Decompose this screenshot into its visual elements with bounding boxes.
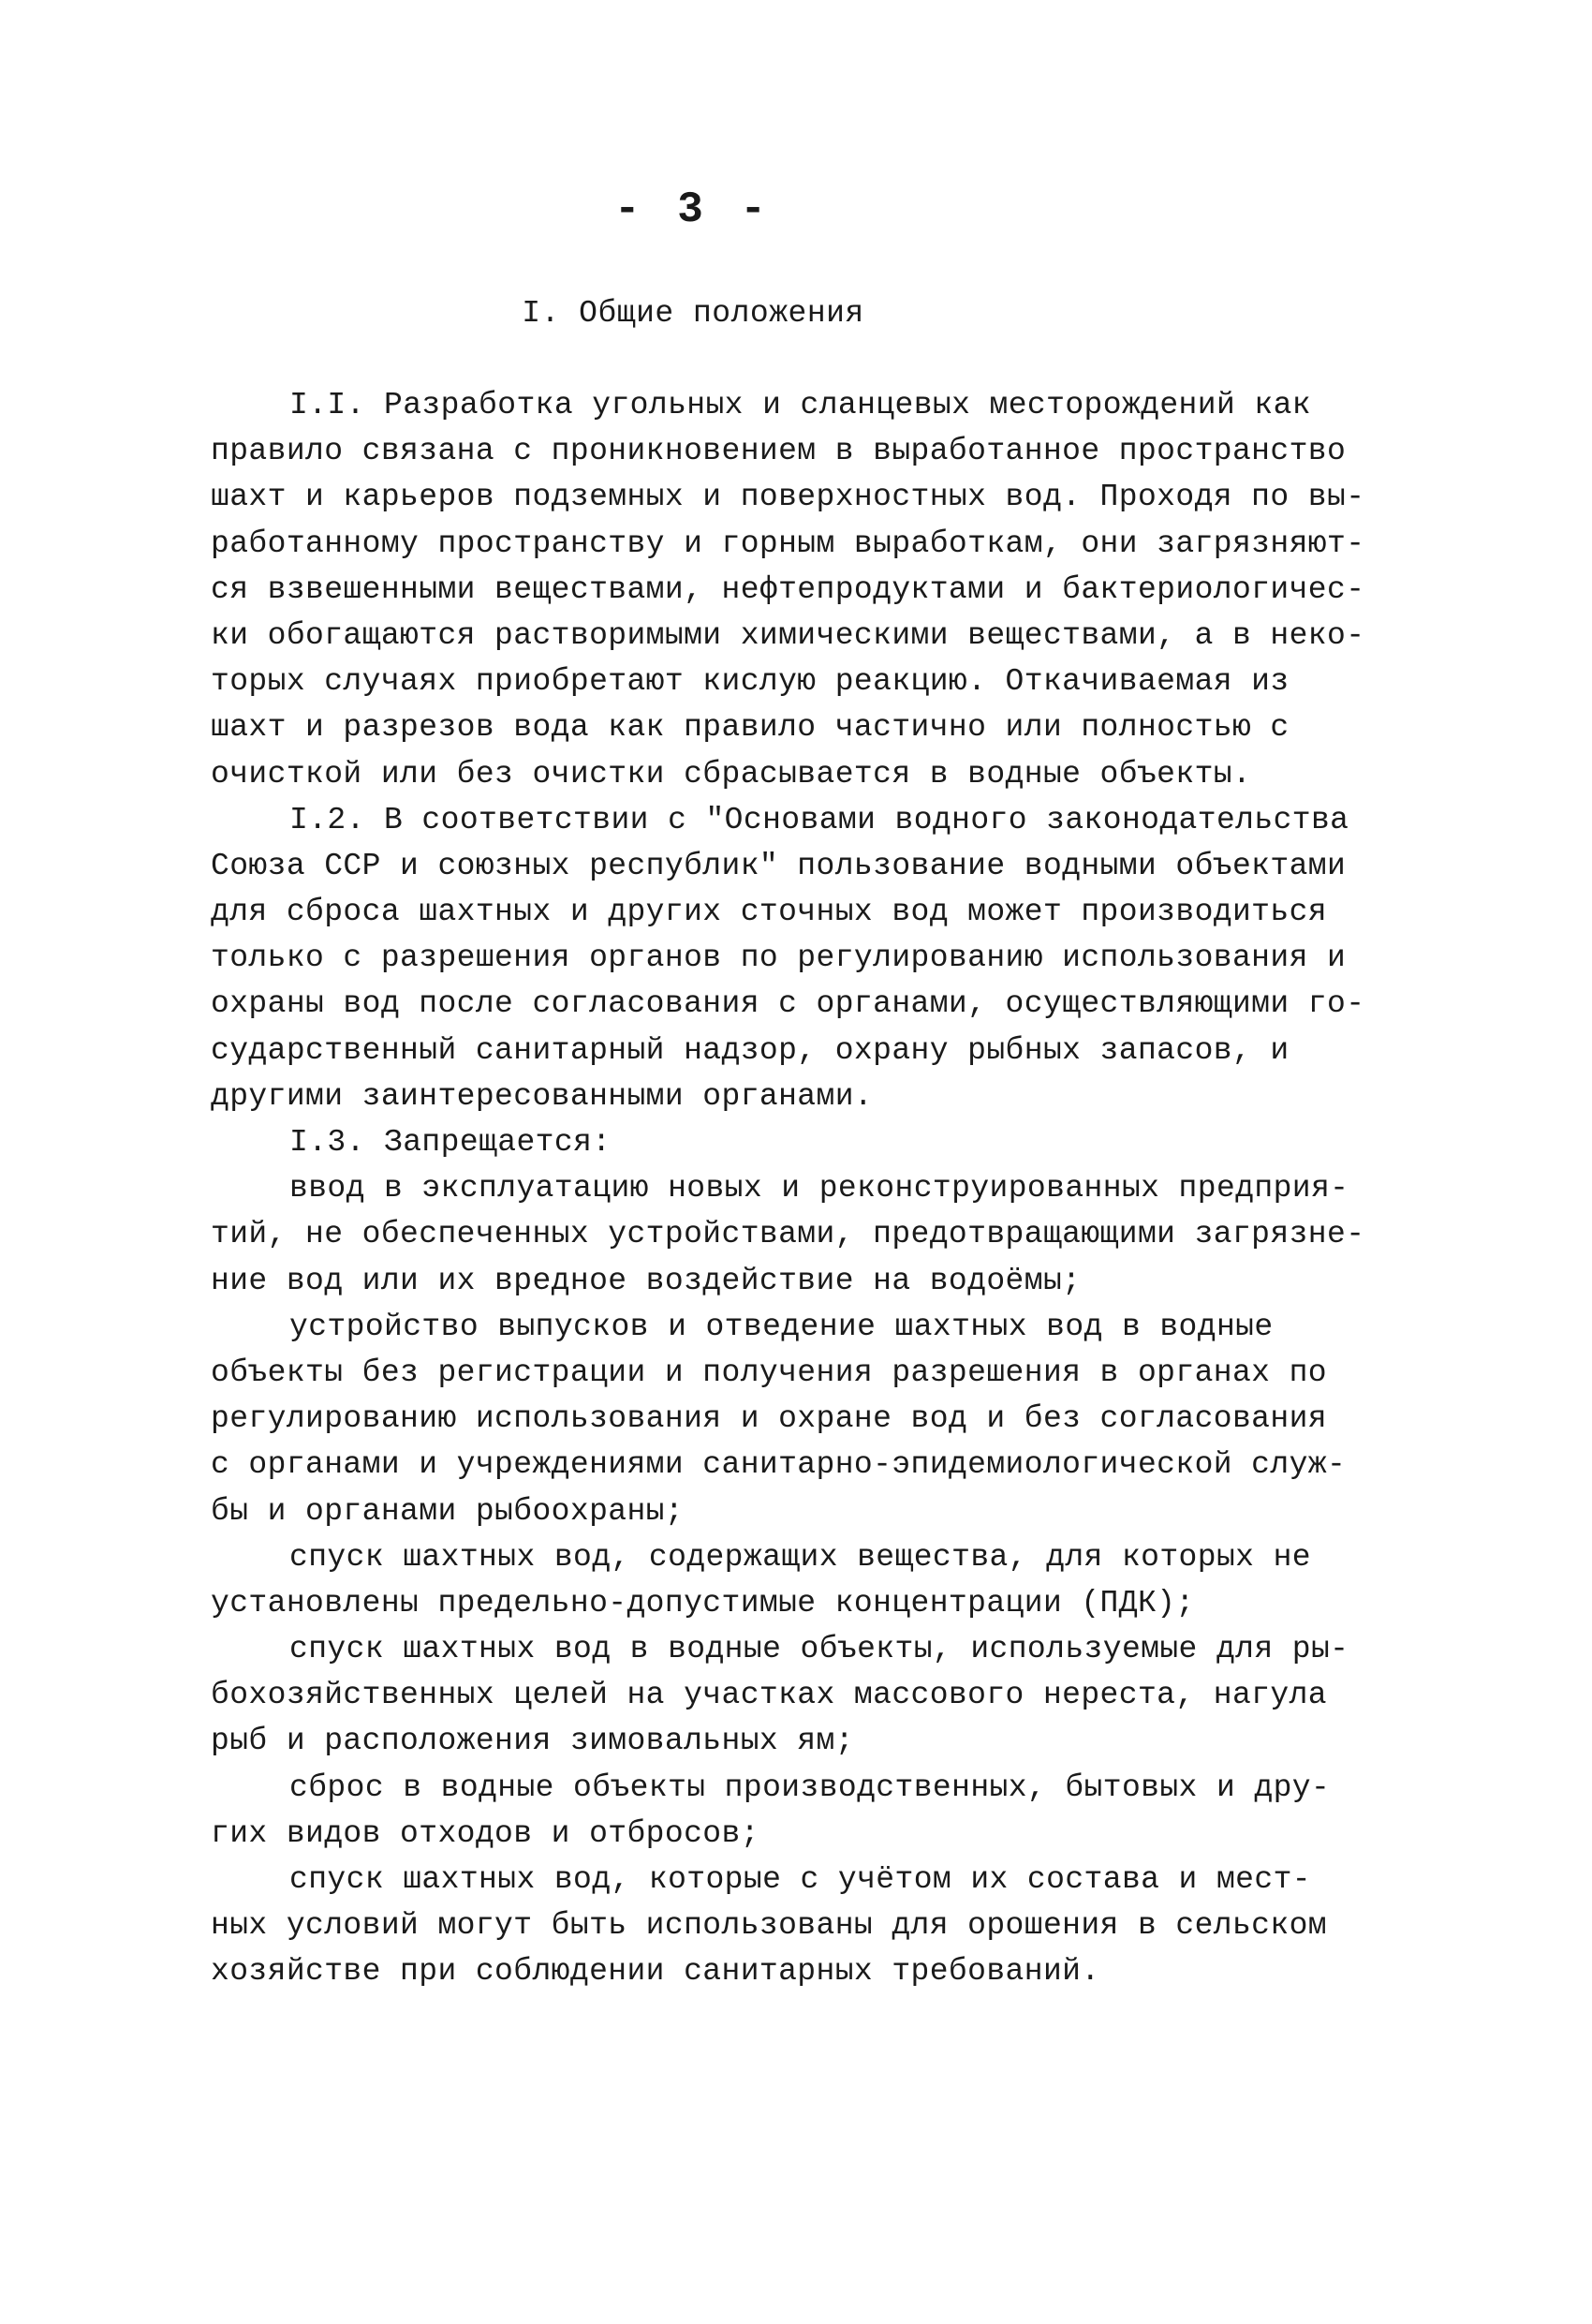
- text-line: спуск шахтных вод в водные объекты, используемые для ры-: [289, 1632, 1349, 1667]
- text-line: хозяйстве при соблюдении санитарных требований.: [211, 1954, 1100, 1990]
- text-line: ние вод или их вредное воздействие на водоёмы;: [211, 1263, 1082, 1298]
- body-text: [211, 382, 1391, 1995]
- text-line: устройство выпусков и отведение шахтных вод в водные: [289, 1309, 1274, 1344]
- text-line: объекты без регистрации и получения разрешения в органах по: [211, 1354, 1327, 1390]
- text-line: рыб и расположения зимовальных ям;: [211, 1724, 854, 1759]
- section-title: I. Общие положения: [522, 296, 864, 331]
- text-line: шахт и разрезов вода как правило частично или полностью с: [211, 710, 1290, 746]
- text-line: другими заинтересованными органами.: [211, 1078, 874, 1114]
- text-line: работанному пространству и горным выработкам, они загрязняют-: [211, 525, 1365, 561]
- text-line: I.I. Разработка угольных и сланцевых месторождений как: [289, 388, 1311, 422]
- text-line: ки обогащаются растворимыми химическими веществами, а в неко-: [211, 617, 1365, 653]
- text-line: Союза ССР и союзных республик" пользование водными объектами: [211, 848, 1347, 883]
- text-line: ввод в эксплуатацию новых и реконструированных предприя-: [289, 1171, 1349, 1206]
- text-line: охраны вод после согласования с органами, осуществляющими го-: [211, 986, 1365, 1022]
- text-line: I.2. В соответствии с "Основами водного законодательства: [289, 802, 1349, 837]
- text-line: сударственный санитарный надзор, охрану рыбных запасов, и: [211, 1032, 1290, 1068]
- text-line: регулированию использования и охране вод и без согласования: [211, 1401, 1327, 1437]
- text-line: спуск шахтных вод, содержащих вещества, для которых не: [289, 1539, 1311, 1575]
- text-line: спуск шахтных вод, которые с учётом их состава и мест-: [289, 1862, 1311, 1897]
- text-line: ся взвешенными веществами, нефтепродуктами и бактериологичес-: [211, 571, 1365, 607]
- text-line: для сброса шахтных и других сточных вод может производиться: [211, 895, 1327, 930]
- text-line: ных условий могут быть использованы для орошения в сельском: [211, 1908, 1327, 1944]
- text-line: с органами и учреждениями санитарно-эпидемиологической служ-: [211, 1447, 1347, 1483]
- text-line: только с разрешения органов по регулированию использования и: [211, 940, 1347, 976]
- text-line: сброс в водные объекты производственных, бытовых и дру-: [289, 1769, 1331, 1805]
- text-line: бы и органами рыбоохраны;: [211, 1493, 685, 1529]
- text-line: тий, не обеспеченных устройствами, предотвращающими загрязне-: [211, 1217, 1365, 1252]
- text-line: I.3. Запрещается:: [289, 1125, 612, 1160]
- text-line: правило связана с проникновением в выработанное пространство: [211, 434, 1347, 469]
- text-line: торых случаях приобретают кислую реакцию. Откачиваемая из: [211, 664, 1290, 700]
- text-line: бохозяйственных целей на участках массового нереста, нагула: [211, 1678, 1327, 1713]
- text-line: установлены предельно-допустимые концентрации (ПДК);: [211, 1585, 1195, 1621]
- text-line: шахт и карьеров подземных и поверхностных вод. Проходя по вы-: [211, 480, 1365, 515]
- text-line: гих видов отходов и отбросов;: [211, 1815, 759, 1851]
- text-line: очисткой или без очистки сбрасывается в водные объекты.: [211, 756, 1252, 792]
- page-number: - 3 -: [613, 185, 773, 234]
